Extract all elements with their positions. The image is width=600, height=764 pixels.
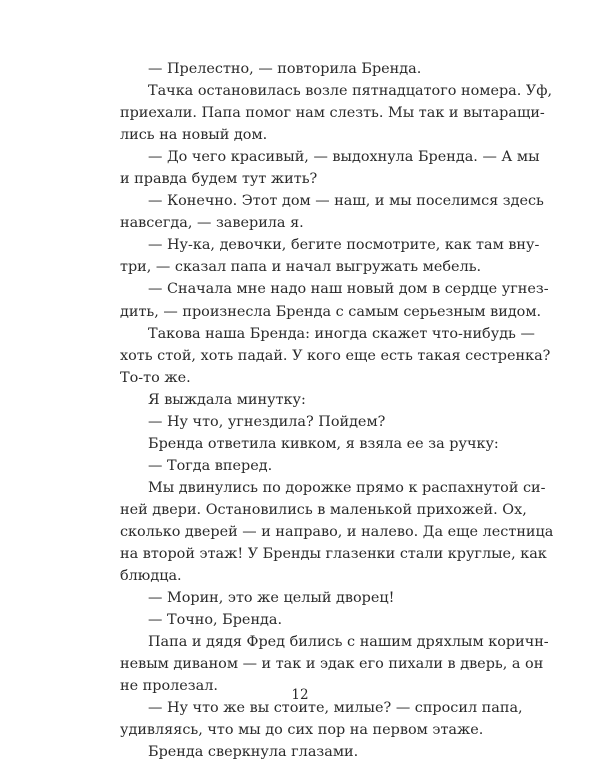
text-line: невым диваном — и так и эдак его пихали в дверь, а он <box>120 656 544 673</box>
text-line: сколько дверей — и направо, и налево. Да еще лестница <box>120 523 554 540</box>
text-line: — Сначала мне надо наш новый дом в сердце угнез- <box>148 281 549 298</box>
text-line: — Тогда вперед. <box>148 457 273 474</box>
text-line: на второй этаж! У Бренды глазенки стали круглые, как <box>120 546 547 563</box>
text-line: — Точно, Бренда. <box>148 612 283 629</box>
text-line: Такова наша Бренда: иногда скажет что-нибудь — <box>148 325 535 342</box>
text-line: Мы двинулись по дорожке прямо к распахнутой си- <box>148 479 546 496</box>
text-line: Бренда сверкнула глазами. <box>148 744 359 761</box>
text-line: — Ну что же вы стоите, милые? — спросил папа, <box>148 700 523 717</box>
text-line: — Конечно. Этот дом — наш, и мы поселимся здесь <box>148 193 544 210</box>
text-line: навсегда, — заверила я. <box>120 215 304 232</box>
text-line: То-то же. <box>120 369 191 386</box>
text-line: дить, — произнесла Бренда с самым серьезным видом. <box>120 303 542 320</box>
text-line: и правда будем тут жить? <box>120 171 318 188</box>
text-line: Я выждала минутку: <box>148 391 306 408</box>
text-line: — Ну-ка, девочки, бегите посмотрите, как там вну- <box>148 237 540 254</box>
text-line: блюдца. <box>120 568 182 585</box>
text-line: — Морин, это же целый дворец! <box>148 590 395 607</box>
text-line: лись на новый дом. <box>120 127 268 144</box>
page-number: 12 <box>291 687 309 703</box>
text-line: удивляясь, что мы до сих пор на первом этаже. <box>120 722 484 739</box>
text-line: — Прелестно, — повторила Бренда. <box>148 61 422 77</box>
page-body-text <box>120 58 554 764</box>
text-line: Тачка остановилась возле пятнадцатого номера. Уф, <box>148 83 553 100</box>
text-line: ней двери. Остановились в маленькой прихожей. Ох, <box>120 501 527 518</box>
text-line: — Ну что, угнездила? Пойдем? <box>148 413 386 430</box>
text-line: Папа и дядя Фред бились с нашим дряхлым коричн- <box>148 634 549 651</box>
text-line: три, — сказал папа и начал выгружать мебель. <box>120 259 482 276</box>
text-line: хоть стой, хоть падай. У кого еще есть такая сестренка? <box>120 347 551 364</box>
text-line: — До чего красивый, — выдохнула Бренда. — А мы <box>148 149 540 166</box>
text-line: приехали. Папа помог нам слезть. Мы так и вытаращи- <box>120 105 545 122</box>
text-line: Бренда ответила кивком, я взяла ее за ручку: <box>148 435 499 452</box>
text-line: не пролезал. <box>120 678 218 695</box>
